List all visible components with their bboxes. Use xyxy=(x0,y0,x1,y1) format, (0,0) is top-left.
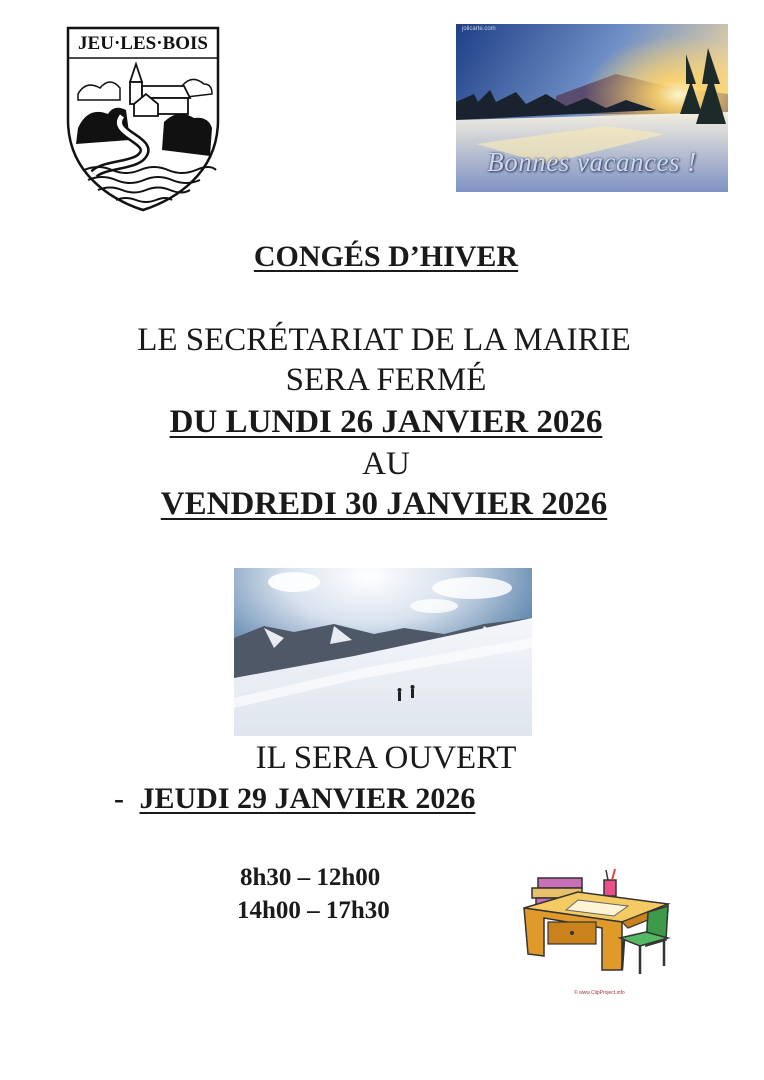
notice-line2: SERA FERMÉ xyxy=(285,362,487,398)
notice-line1: LE SECRÉTARIAT DE LA MAIRIE xyxy=(137,322,631,358)
open-date: JEUDI 29 JANVIER 2026 xyxy=(139,782,476,815)
notice-title: CONGÉS D’HIVER xyxy=(253,240,519,273)
photo-credit: jolicarte.com xyxy=(462,26,496,32)
closing-end-date: VENDREDI 30 JANVIER 2026 xyxy=(160,486,608,522)
open-label: IL SERA OUVERT xyxy=(255,740,517,776)
notice-to-word: AU xyxy=(362,446,410,482)
mountain-skiers-photo xyxy=(234,568,532,736)
opening-hours-morning: 8h30 – 12h00 xyxy=(240,864,381,891)
village-crest xyxy=(64,24,222,214)
crest-shield-icon xyxy=(64,24,222,214)
winter-sunset-photo xyxy=(456,24,728,192)
desk-clipart xyxy=(518,866,678,976)
mountain-skiers-image xyxy=(234,568,532,736)
open-day xyxy=(114,782,475,816)
closing-start-date: DU LUNDI 26 JANVIER 2026 xyxy=(169,404,603,440)
photo-caption: Bonnes vacances ! xyxy=(487,147,697,177)
open-dash: - xyxy=(114,782,124,815)
desk-credit: © www.ClipProject.info xyxy=(574,990,625,996)
desk-icon xyxy=(518,866,678,976)
crest-name: JEU·LES·BOIS xyxy=(78,33,208,54)
opening-hours-afternoon: 14h00 – 17h30 xyxy=(237,897,390,924)
